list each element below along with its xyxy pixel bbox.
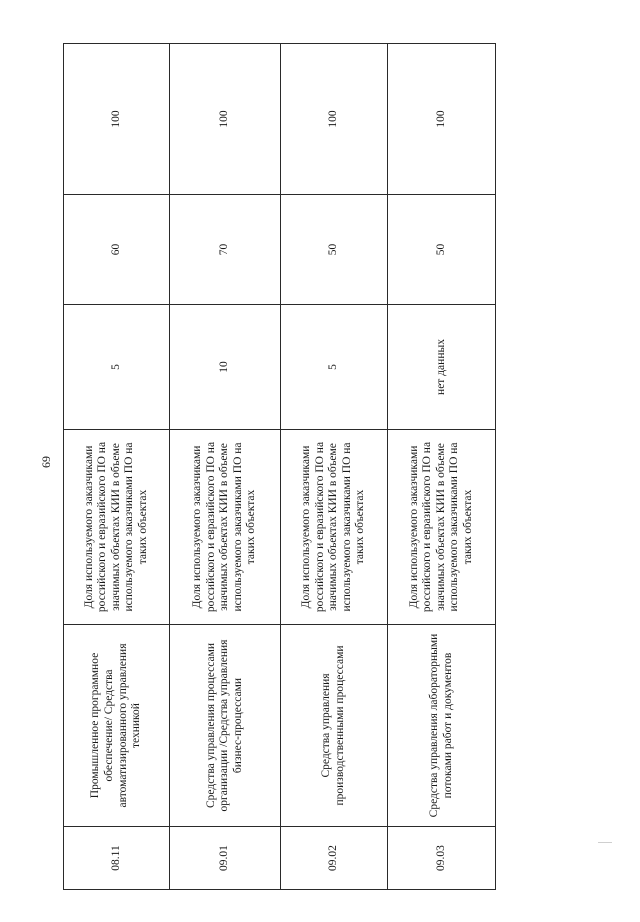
cell-name: Средства управления лабораторными потоками работ и документов bbox=[388, 625, 496, 827]
cell-value-2: 50 bbox=[388, 195, 496, 305]
cell-value-2: 50 bbox=[281, 195, 388, 305]
table-row bbox=[388, 44, 496, 890]
cell-value-1: нет данных bbox=[388, 305, 496, 430]
cell-value-3: 100 bbox=[388, 44, 496, 195]
cell-value-3: 100 bbox=[170, 44, 281, 195]
rotated-table-container bbox=[63, 44, 495, 890]
cell-indicator: Доля используемого заказчиками российского и евразийского ПО на значимых объектах КИИ в объеме используемого заказчиками ПО на таких объектах bbox=[388, 430, 496, 625]
cell-value-3: 100 bbox=[64, 44, 170, 195]
cell-indicator: Доля используемого заказчиками российского и евразийского ПО на значимых объектах КИИ в объеме используемого заказчиками ПО на таких объектах bbox=[281, 430, 388, 625]
targets-table bbox=[63, 43, 496, 890]
cell-code: 09.03 bbox=[388, 827, 496, 890]
cell-value-3: 100 bbox=[281, 44, 388, 195]
cell-indicator: Доля используемого заказчиками российского и евразийского ПО на значимых объектах КИИ в объеме используемого заказчиками ПО на таких объектах bbox=[64, 430, 170, 625]
cell-value-2: 70 bbox=[170, 195, 281, 305]
table-row bbox=[170, 44, 281, 890]
cell-indicator: Доля используемого заказчиками российского и евразийского ПО на значимых объектах КИИ в объеме используемого заказчиками ПО на таких объектах bbox=[170, 430, 281, 625]
cell-code: 08.11 bbox=[64, 827, 170, 890]
cell-value-1: 5 bbox=[64, 305, 170, 430]
table-row bbox=[64, 44, 170, 890]
cell-value-2: 60 bbox=[64, 195, 170, 305]
cell-name: Промышленное программное обеспечение/ Средства автоматизированного управления техникой bbox=[64, 625, 170, 827]
cell-name: Средства управления производственными процессами bbox=[281, 625, 388, 827]
cell-value-1: 10 bbox=[170, 305, 281, 430]
cell-value-1: 5 bbox=[281, 305, 388, 430]
cell-name: Средства управления процессами организации /Средства управления бизнес-процессами bbox=[170, 625, 281, 827]
scan-mark bbox=[598, 842, 612, 845]
table-row bbox=[281, 44, 388, 890]
cell-code: 09.01 bbox=[170, 827, 281, 890]
page-number: 69 bbox=[38, 456, 53, 468]
cell-code: 09.02 bbox=[281, 827, 388, 890]
